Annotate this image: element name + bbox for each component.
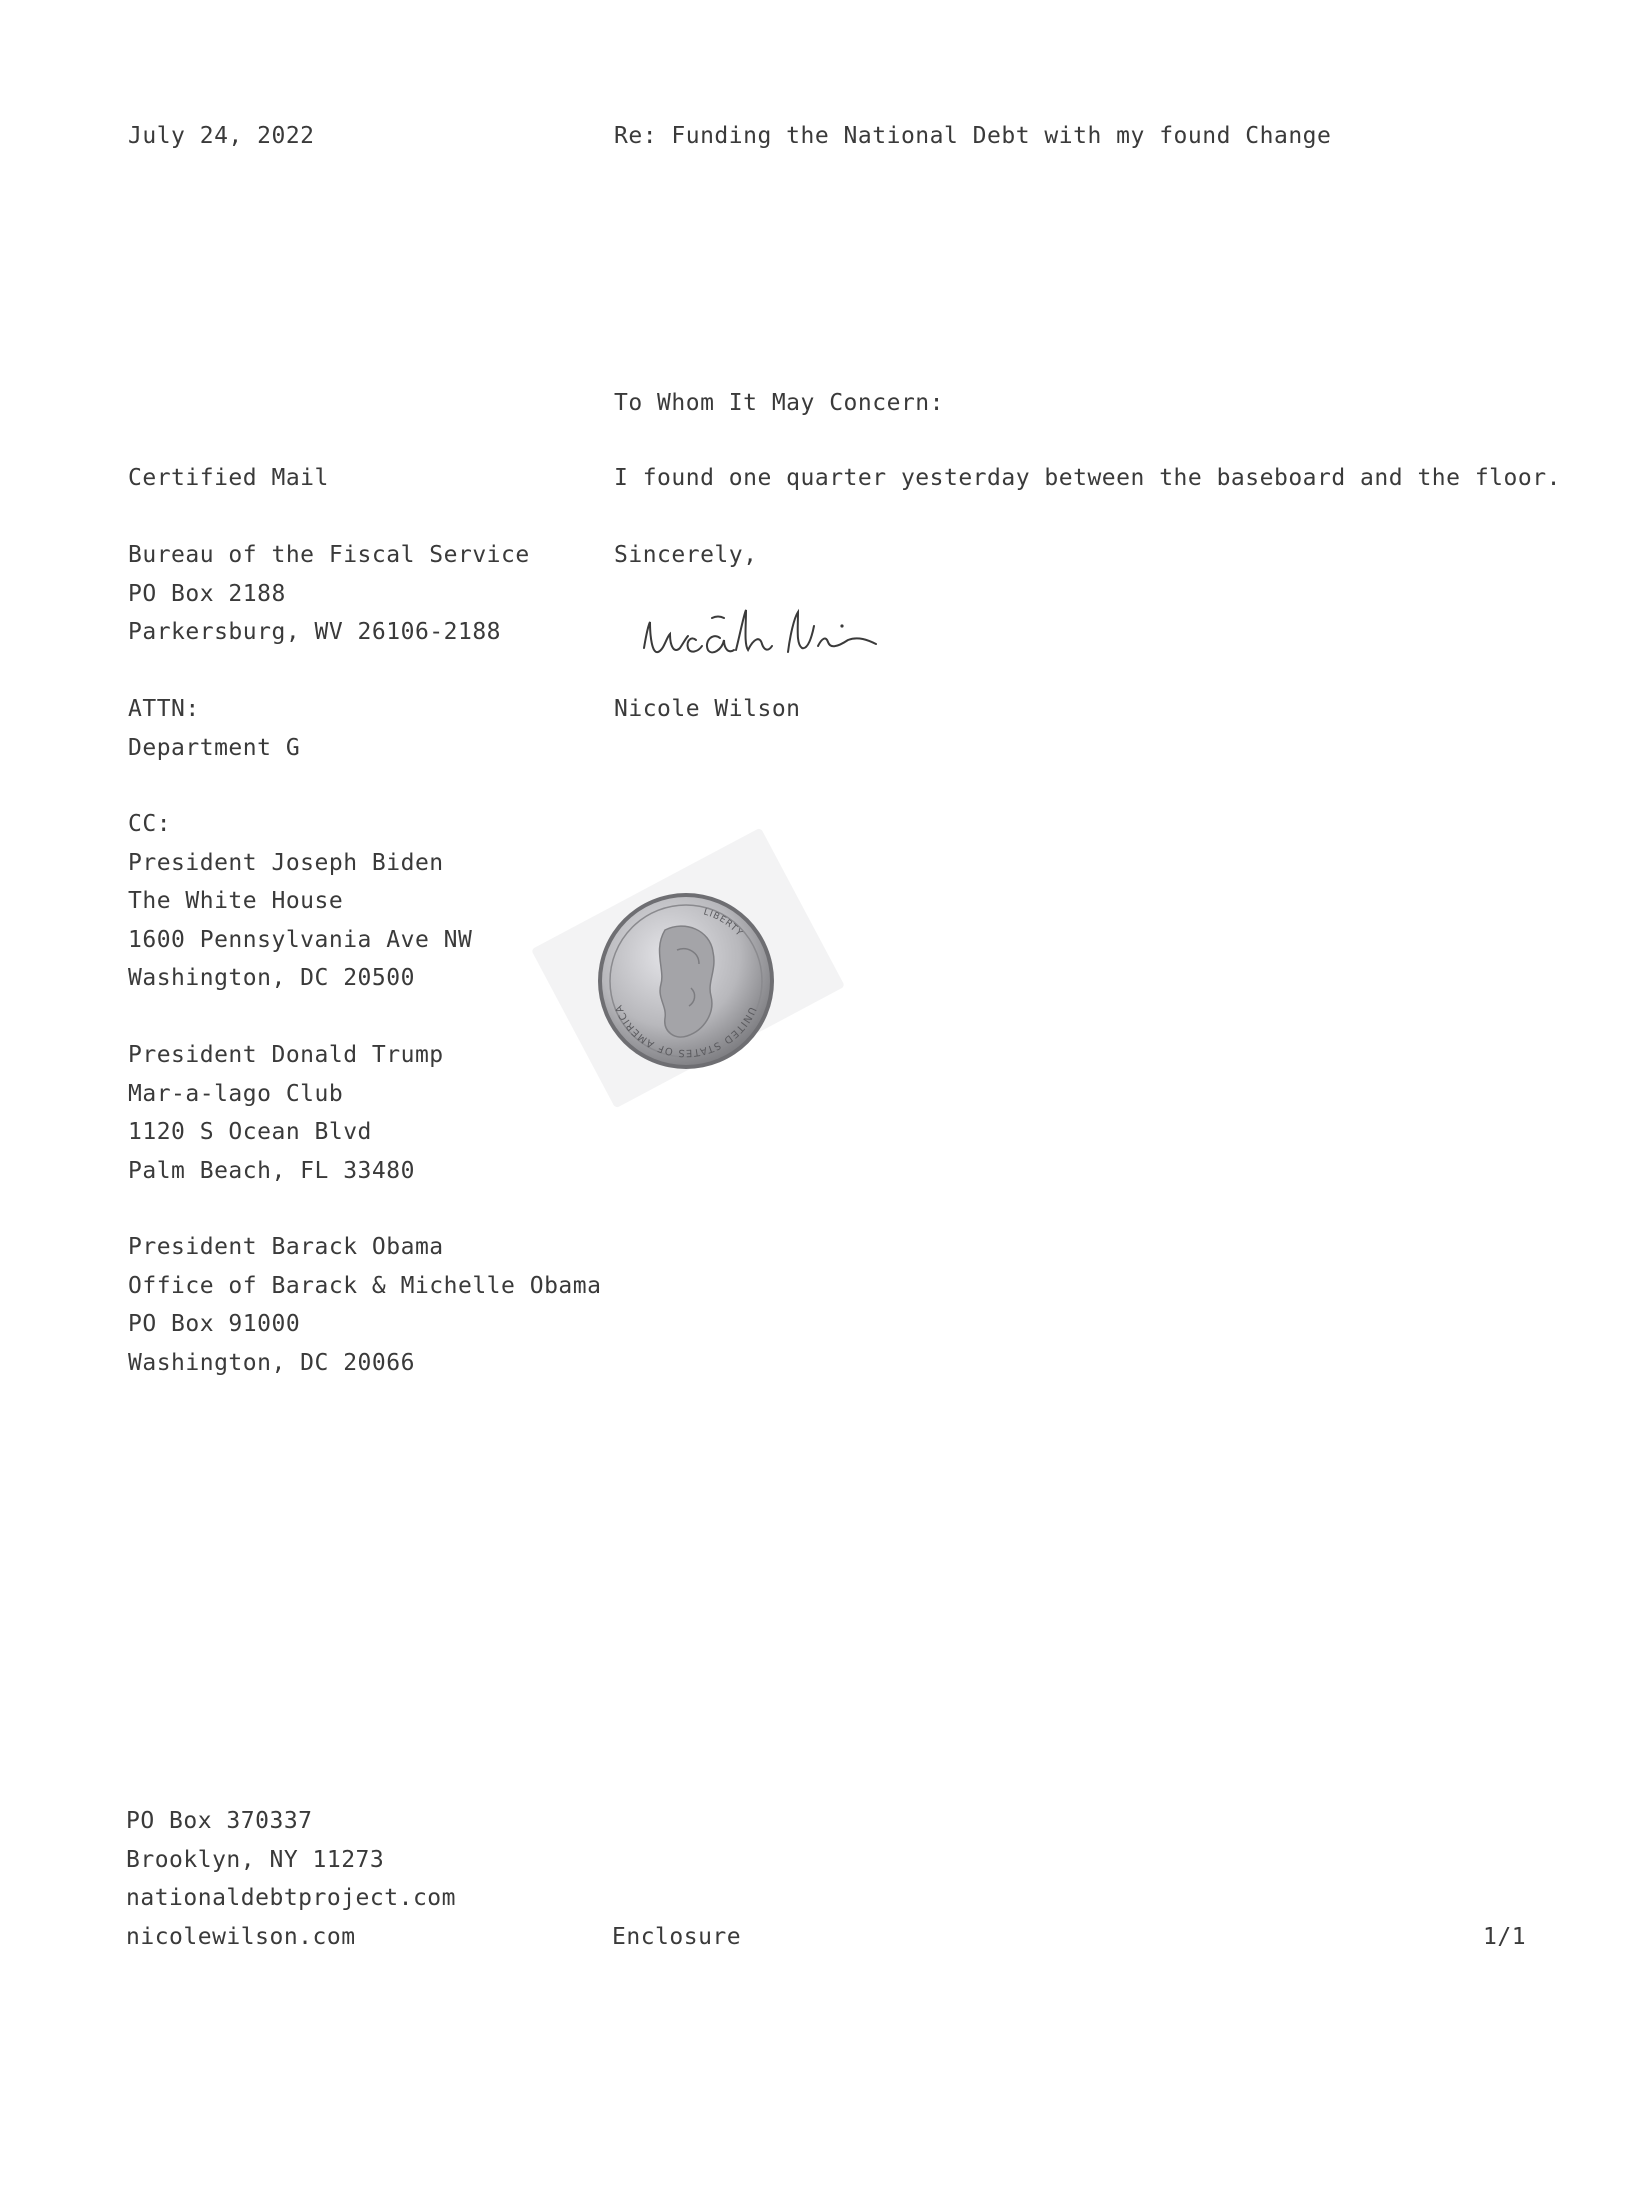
coin-liberty: LIBERTY [702, 907, 745, 939]
cc-line: President Joseph Biden [128, 849, 444, 876]
cc-line: Mar-a-lago Club [128, 1080, 344, 1107]
enclosed-coin [540, 848, 860, 1128]
mail-type: Certified Mail [128, 465, 329, 491]
cc-line: The White House [128, 888, 344, 914]
sender-website: nicolewilson.com [126, 1923, 356, 1950]
signature-image [636, 596, 956, 676]
sender-website: nationaldebtproject.com [126, 1885, 456, 1911]
cc-line: Office of Barack & Michelle Obama [128, 1272, 602, 1299]
sender-line: PO Box 370337 [126, 1808, 313, 1834]
quarter-coin-image [595, 890, 777, 1072]
sender-address [126, 1802, 456, 1956]
recipient-address [128, 536, 530, 652]
cc-block [128, 1036, 444, 1190]
cc-line: 1120 S Ocean Blvd [128, 1119, 372, 1145]
cc-block [128, 805, 472, 998]
recipient-line: Bureau of the Fiscal Service [128, 542, 530, 568]
recipient-line: PO Box 2188 [128, 580, 286, 607]
attention-block [128, 690, 300, 767]
letter-body: I found one quarter yesterday between the baseboard and the floor. [614, 465, 1561, 491]
signer-name: Nicole Wilson [614, 696, 801, 722]
salutation: To Whom It May Concern: [614, 390, 944, 416]
cc-line: Washington, DC 20500 [128, 965, 415, 991]
page-number: 1/1 [1483, 1924, 1527, 1950]
cc-line: PO Box 91000 [128, 1311, 301, 1337]
coin-inscription: UNITED STATES OF AMERICA [613, 1002, 758, 1059]
cc-line: Palm Beach, FL 33480 [128, 1157, 415, 1184]
cc-line: President Barack Obama [128, 1234, 444, 1260]
closing: Sincerely, [614, 542, 758, 568]
cc-line: Washington, DC 20066 [128, 1349, 415, 1376]
sender-line: Brooklyn, NY 11273 [126, 1846, 385, 1873]
cc-line: President Donald Trump [128, 1042, 444, 1068]
attention-department: Department G [128, 734, 301, 761]
letter-date: July 24, 2022 [128, 123, 315, 149]
attention-label: ATTN: [128, 696, 200, 722]
enclosure-label: Enclosure [612, 1924, 742, 1950]
letter-subject: Re: Funding the National Debt with my found Change [614, 123, 1332, 149]
cc-line: 1600 Pennsylvania Ave NW [128, 926, 473, 953]
cc-label: CC: [128, 811, 172, 837]
recipient-line: Parkersburg, WV 26106-2188 [128, 619, 502, 645]
cc-block [128, 1228, 601, 1382]
